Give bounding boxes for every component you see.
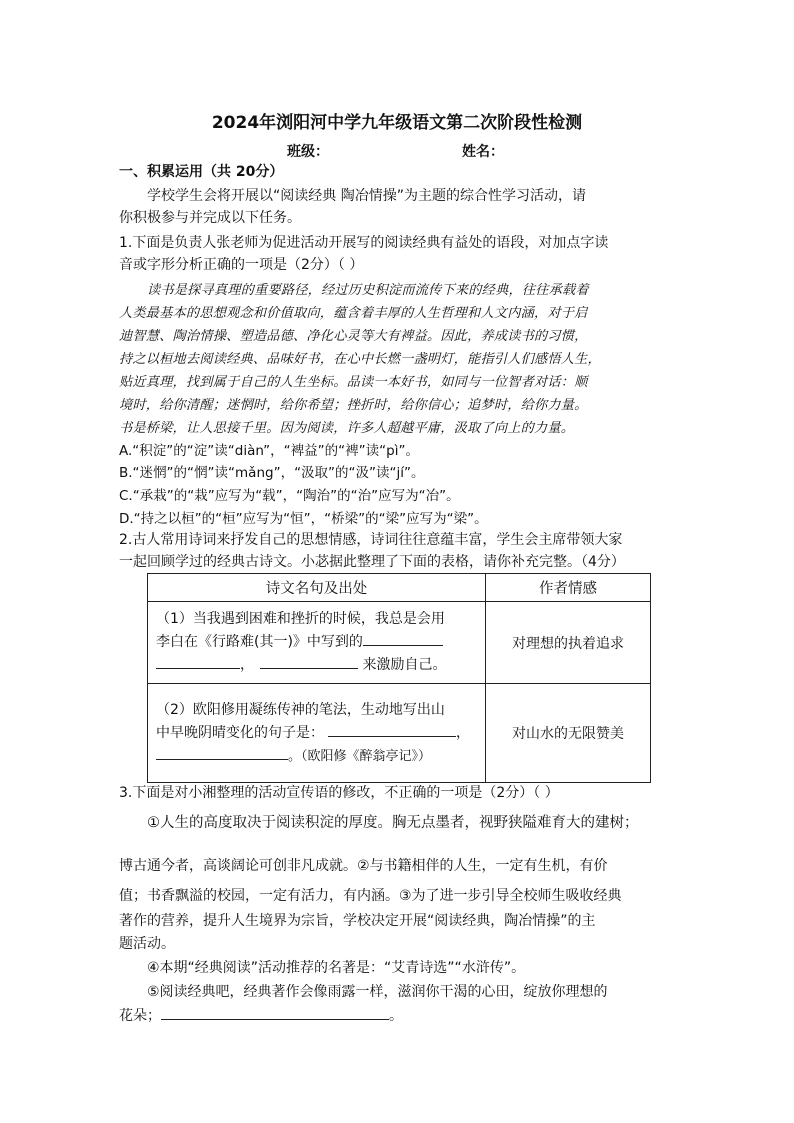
row1-line-3: 来激励自己。 <box>362 657 447 673</box>
row2-line-3: 。（欧阳修《醉翁亭记》） <box>288 748 432 764</box>
q1-stem-line-2: 音或字形分析正确的一项是（2分）（ ） <box>119 257 364 273</box>
row1-comma: ， <box>240 657 254 673</box>
q1-passage-line: 境时，给你清醒；迷惘时，给你希望；挫折时，给你信心；追梦时，给你力量。 <box>119 398 588 413</box>
q2-stem-line-2: 一起回顾学过的经典古诗文。小苾据此整理了下面的表格，请你补充完整。（4分） <box>119 554 625 570</box>
row2-line-2: 中早晚阴晴变化的句子是： <box>156 724 324 741</box>
row2-line-1: （2）欧阳修用凝练传神的笔法，生动地写出山 <box>156 701 445 718</box>
class-label: 班级： <box>287 144 329 160</box>
answer-blank[interactable] <box>156 745 288 760</box>
q1-passage-line: 人类最基本的思想观念和价值取向，蕴含着丰厚的人生哲理和人文内涵，对于启 <box>119 306 588 321</box>
table-header-quote: 诗文名句及出处 <box>148 574 486 602</box>
intro-line-2: 你积极参与并完成以下任务。 <box>119 210 301 226</box>
table-row <box>148 684 651 783</box>
answer-blank[interactable] <box>363 631 443 646</box>
q1-passage-line: 迪智慧、陶治情操、塑造品德、净化心灵等大有裨益。因此，养成读书的习惯， <box>119 329 588 344</box>
name-label: 姓名： <box>462 144 504 160</box>
q3-paragraph-line: 博古通今者，高谈阔论可创非凡成就。②与书籍相伴的人生，一定有生机，有价 <box>119 858 608 874</box>
q2-stem-line-1: 2.古人常用诗词来抒发自己的思想情感，诗词往往意蕴丰富，学生会主席带领大家 <box>119 532 623 548</box>
table-row <box>148 602 651 684</box>
q1-stem-line-1: 1.下面是负责人张老师为促进活动开展写的阅读经典有益处的语段，对加点字读 <box>119 235 609 251</box>
q1-passage-line: 读书是探寻真理的重要路径，经过历史积淀而流传下来的经典，往往承载着 <box>147 283 589 298</box>
q1-option-d[interactable]: D.“持之以桓”的“桓”应写为“恒”，“桥梁”的“梁”应写为“梁”。 <box>119 511 488 527</box>
row1-line-2: 李白在《行路难(其一)》中写到的 <box>156 634 363 650</box>
answer-blank[interactable] <box>260 654 358 669</box>
table-header-emotion: 作者情感 <box>486 574 651 602</box>
row1-line-1: （1）当我遇到困难和挫折的时候，我总是会用 <box>156 611 445 627</box>
section-heading: 一、积累运用（共 20分） <box>119 164 284 180</box>
q1-option-c[interactable]: C.“承栽”的“栽”应写为“载”，“陶治”的“治”应写为“冶”。 <box>119 488 460 504</box>
q3-final-line <box>119 1005 403 1026</box>
q1-option-a[interactable]: A.“积淀”的“淀”读“diàn”，“裨益”的“裨”读“pì”。 <box>119 443 419 459</box>
row2-comma: ， <box>456 724 470 741</box>
intro-line-1: 学校学生会将开展以“阅读经典 陶冶情操”为主题的综合性学习活动，请 <box>147 188 586 204</box>
q3-paragraph-line: ④本期“经典阅读”活动推荐的名著是：“艾青诗选”“水浒传”。 <box>147 960 526 976</box>
q1-passage-line: 持之以桓地去阅读经典、品味好书，在心中长燃一盏明灯，能指引人们感悟人生， <box>119 352 601 367</box>
q3-final-end: 。 <box>389 1008 403 1024</box>
q1-passage-line: 贴近真理，找到属于自己的人生坐标。品读一本好书，如同与一位智者对话：顺 <box>119 375 588 390</box>
q3-stem: 3.下面是对小湘整理的活动宣传语的修改，不正确的一项是（2分）（ ） <box>119 785 559 801</box>
q1-option-b[interactable]: B.“迷惘”的“惘”读“mǎng”，“汲取”的“汲”读“jí”。 <box>119 465 425 481</box>
q3-paragraph-line: 题活动。 <box>119 936 175 952</box>
q3-paragraph-line: ⑤阅读经典吧，经典著作会像雨露一样，滋润你干渴的心田，绽放你理想的 <box>147 984 608 1000</box>
page-title: 2024年浏阳河中学九年级语文第二次阶段性检测 <box>211 113 583 133</box>
row2-emotion: 对山水的无限赞美 <box>486 684 651 783</box>
q1-passage-line: 书是桥梁，让人思接千里。因为阅读，许多人超越平庸，汲取了向上的力量。 <box>119 421 575 436</box>
answer-blank[interactable] <box>156 654 240 669</box>
q3-paragraph-line: ①人生的高度取决于阅读积淀的厚度。胸无点墨者，视野狭隘难育大的建树； <box>147 815 639 831</box>
q3-final-start: 花朵； <box>119 1008 161 1024</box>
q3-paragraph-line: 值；书香飘溢的校园，一定有活力，有内涵。③为了进一步引导全校师生吸收经典 <box>119 888 622 904</box>
q3-paragraph-line: 著作的营养，提升人生境界为宗旨，学校决定开展“阅读经典，陶冶情操”的主 <box>119 913 596 929</box>
row1-emotion: 对理想的执着追求 <box>486 602 651 684</box>
answer-blank[interactable] <box>328 722 456 737</box>
poem-table <box>147 573 651 783</box>
answer-blank[interactable] <box>161 1005 389 1020</box>
